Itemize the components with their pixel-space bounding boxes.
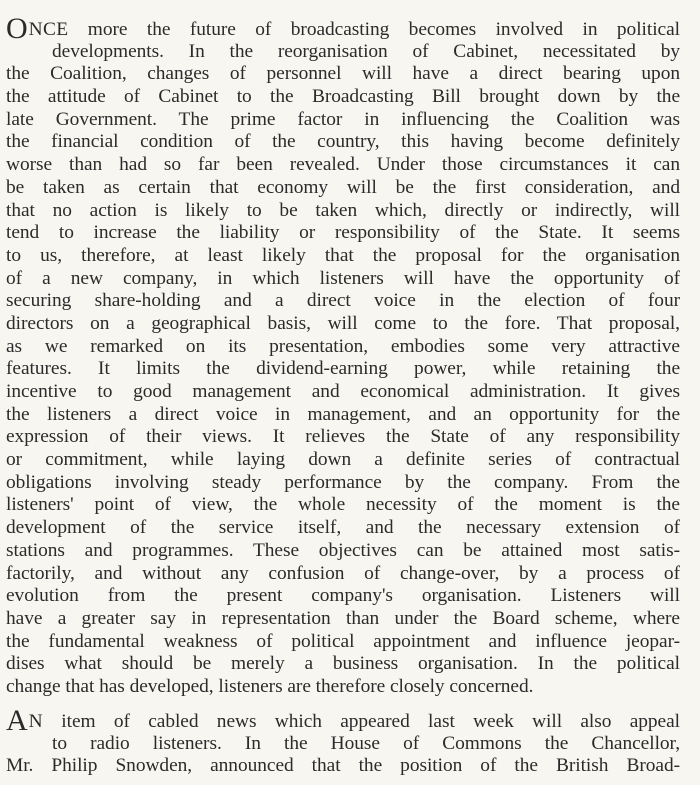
text-line: features. It limits the dividend-earning power, while retaining the <box>6 358 680 380</box>
text-line: incentive to good management and economical administration. It gives <box>6 381 680 402</box>
small-caps-lead: N <box>28 711 43 732</box>
text-line: ONCE more the future of broadcasting becomes involved in political <box>6 18 680 41</box>
drop-cap: O <box>6 18 28 41</box>
text-line: expression of their views. It relieves the State of any responsibility <box>6 426 680 448</box>
text-line: developments. In the reorganisation of Cabinet, necessitated by <box>52 40 680 62</box>
text-line: the listeners a direct voice in management, and an opportunity for the <box>6 403 680 425</box>
text-line: or commitment, while laying down a definite series of contractual <box>6 449 680 471</box>
text-line: AN item of cabled news which appeared last week will also appeal <box>6 710 680 733</box>
text-line: late Government. The prime factor in influencing the Coalition was <box>6 108 680 130</box>
drop-cap: A <box>6 710 28 733</box>
text-line: change that has developed, listeners are therefore closely concerned. <box>6 675 534 697</box>
text-line: the fundamental weakness of political appointment and influence jeopar- <box>6 630 680 652</box>
text-line: that no action is likely to be taken which, directly or indirectly, will <box>6 199 680 221</box>
text-line: securing share-holding and a direct voice in the election of four <box>6 290 680 312</box>
paragraph-broadcasting-coalition <box>6 18 680 699</box>
text-line: Mr. Philip Snowden, announced that the position of the British Broad- <box>6 755 680 777</box>
text-line: be taken as certain that economy will be the first consideration, and <box>6 176 680 198</box>
text-line: dises what should be merely a business organisation. In the political <box>6 653 680 675</box>
text-line: factorily, and without any confusion of change-over, by a process of <box>6 562 680 584</box>
small-caps-lead: NCE <box>28 19 69 40</box>
paragraph-cabled-news <box>6 710 680 778</box>
text-line: stations and programmes. These objectives can be attained most satis- <box>6 539 680 561</box>
text-line: to radio listeners. In the House of Commons the Chancellor, <box>52 732 680 754</box>
text-line: have a greater say in representation than under the Board scheme, where <box>6 607 680 629</box>
text-line: to us, therefore, at least likely that the proposal for the organisation <box>6 244 680 266</box>
text-line: evolution from the present company's organisation. Listeners will <box>6 585 680 607</box>
text-line: listeners' point of view, the whole necessity of the moment is the <box>6 494 680 516</box>
text-line: the attitude of Cabinet to the Broadcasting Bill brought down by the <box>6 86 680 108</box>
text-line: worse than had so far been revealed. Under those circumstances it can <box>6 154 680 176</box>
text-line: obligations involving steady performance by the company. From the <box>6 471 680 493</box>
text-line: the financial condition of the country, this having become definitely <box>6 131 680 153</box>
text-line: tend to increase the liability or responsibility of the State. It seems <box>6 222 680 244</box>
text-line: directors on a geographical basis, will come to the fore. That proposal, <box>6 312 680 334</box>
text-line: as we remarked on its presentation, embodies some very attractive <box>6 335 680 357</box>
text-line: the Coalition, changes of personnel will have a direct bearing upon <box>6 63 680 85</box>
text-line: development of the service itself, and the necessary extension of <box>6 517 680 539</box>
text-line: of a new company, in which listeners will have the opportunity of <box>6 267 680 289</box>
